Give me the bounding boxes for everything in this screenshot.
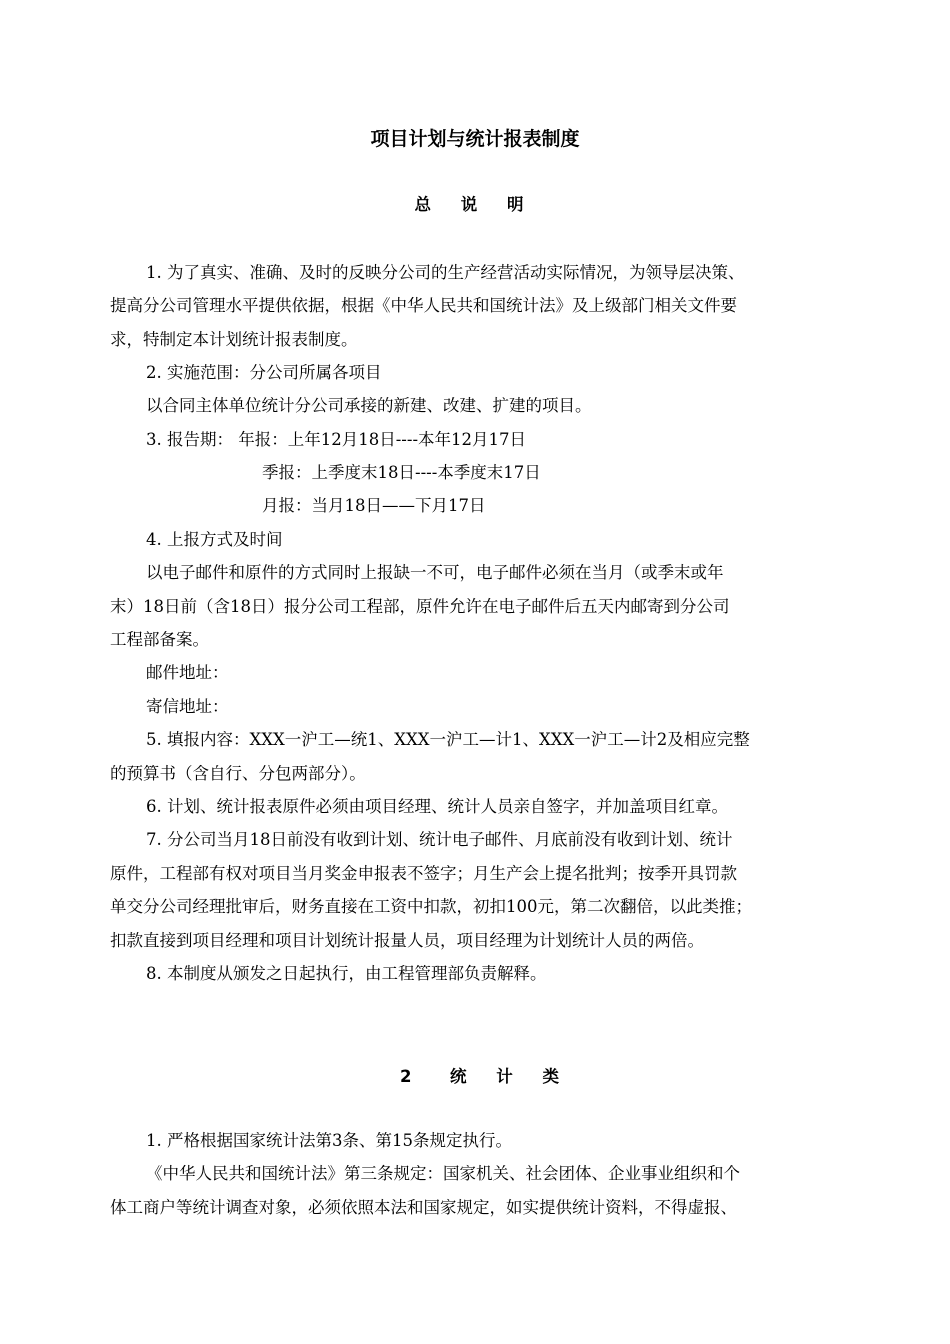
document-subtitle: 总 说 明 [414, 195, 536, 214]
paragraph-line: 单交分公司经理批审后，财务直接在工资中扣款，初扣100元，第二次翻倍，以此类推； [110, 897, 752, 916]
paragraph-line: 工程部备案。 [110, 630, 209, 649]
paragraph-line: 求，特制定本计划统计报表制度。 [110, 330, 358, 349]
paragraph-line: 邮件地址： [146, 663, 229, 682]
paragraph-line: 提高分公司管理水平提供依据，根据《中华人民共和国统计法》及上级部门相关文件要 [110, 296, 737, 315]
document-title: 项目计划与统计报表制度 [370, 128, 580, 150]
paragraph-line: 7. 分公司当月18日前没有收到计划、统计电子邮件、月底前没有收到计划、统计 [146, 830, 733, 849]
paragraph-line: 3. 报告期： 年报：上年12月18日----本年12月17日 [146, 430, 527, 449]
paragraph-line: 4. 上报方式及时间 [146, 530, 283, 549]
paragraph-line: 寄信地址： [146, 697, 229, 716]
paragraph-line: 的预算书（含自行、分包两部分）。 [110, 764, 366, 783]
paragraph-line: 以合同主体单位统计分公司承接的新建、改建、扩建的项目。 [146, 396, 592, 415]
section-heading [400, 1063, 571, 1087]
paragraph-line: 末）18日前（含18日）报分公司工程部，原件允许在电子邮件后五天内邮寄到分公司 [110, 597, 730, 616]
paragraph-line: 1. 为了真实、准确、及时的反映分公司的生产经营活动实际情况，为领导层决策、 [146, 263, 745, 282]
paragraph-line: 季报：上季度末18日----本季度末17日 [262, 463, 541, 482]
paragraph-line: 以电子邮件和原件的方式同时上报缺一不可，电子邮件必须在当月（或季末或年 [146, 563, 724, 582]
section-number: 2 [400, 1067, 412, 1086]
paragraph-line: 5. 填报内容：XXX一沪工—统1、XXX一沪工—计1、XXX一沪工—计2及相应完整 [146, 730, 750, 749]
paragraph-line: 8. 本制度从颁发之日起执行，由工程管理部负责解释。 [146, 964, 547, 983]
paragraph-line: 月报：当月18日——下月17日 [262, 496, 486, 515]
paragraph-line: 2. 实施范围：分公司所属各项目 [146, 363, 382, 382]
paragraph-line: 《中华人民共和国统计法》第三条规定：国家机关、社会团体、企业事业组织和个 [146, 1164, 740, 1183]
paragraph-line: 原件，工程部有权对项目当月奖金申报表不签字；月生产会上提名批判；按季开具罚款 [110, 864, 737, 883]
paragraph-line: 体工商户等统计调查对象，必须依照本法和国家规定，如实提供统计资料，不得虚报、 [110, 1198, 737, 1217]
paragraph-line: 1. 严格根据国家统计法第3条、第15条规定执行。 [146, 1131, 512, 1150]
section-label: 统 计 类 [450, 1067, 571, 1086]
paragraph-line: 6. 计划、统计报表原件必须由项目经理、统计人员亲自签字，并加盖项目红章。 [146, 797, 728, 816]
paragraph-line: 扣款直接到项目经理和项目计划统计报量人员，项目经理为计划统计人员的两倍。 [110, 931, 704, 950]
